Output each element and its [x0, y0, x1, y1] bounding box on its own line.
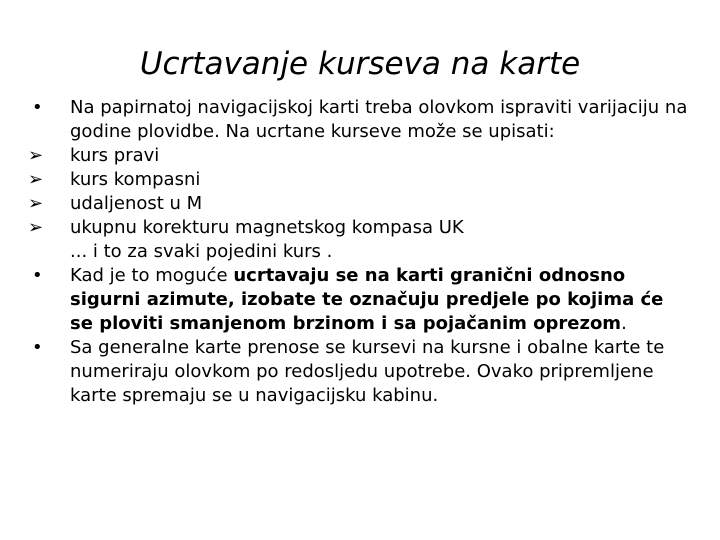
- bullet-text-1: Na papirnatoj navigacijskoj karti treba olovkom ispraviti varijaciju na godine plovidbe. Na ucrtane kurseve može se upisati:: [70, 97, 688, 142]
- bullet-text-2-bold: ucrtavaju se na karti granični odnosno sigurni azimute, izobate te označuju predjele po kojima će se ploviti smanjenom brzinom i sa pojačanim oprezom: [70, 265, 664, 334]
- bullet-icon: •: [32, 97, 43, 118]
- slide-title: Ucrtavanje kurseva na karte: [139, 46, 581, 82]
- sub-item-text-4: ukupnu korekturu magnetskog kompasa UK: [70, 217, 464, 238]
- bullet-icon: •: [32, 265, 43, 286]
- sub-item-3: [30, 192, 690, 216]
- slide-body: [30, 96, 690, 408]
- sub-item-text-2: kurs kompasni: [70, 169, 201, 190]
- sub-item-text-3: udaljenost u M: [70, 193, 203, 214]
- arrow-bullet-icon: ➢: [28, 169, 44, 190]
- arrow-bullet-icon: ➢: [28, 145, 44, 166]
- arrow-bullet-icon: ➢: [28, 217, 44, 238]
- bullet-icon: •: [32, 337, 43, 358]
- sub-item-4: [30, 216, 690, 240]
- bullet-item-2: [30, 264, 690, 336]
- bullet-item-3: [30, 336, 690, 408]
- sub-item-2: [30, 168, 690, 192]
- bullet-text-2-prefix: Kad je to moguće: [70, 265, 234, 286]
- bullet-item-1: [30, 96, 690, 144]
- bullet-text-3: Sa generalne karte prenose se kursevi na kursne i obalne karte te numeriraju olovkom po redosljedu upotrebe. Ovako pripremljene karte spremaju se u navigacijsku kabinu.: [70, 337, 665, 406]
- sub-item-text-1: kurs pravi: [70, 145, 160, 166]
- continuation-text: ... i to za svaki pojedini kurs .: [70, 241, 333, 262]
- arrow-bullet-icon: ➢: [28, 193, 44, 214]
- bullet-text-2-suffix: .: [621, 313, 627, 334]
- sub-item-1: [30, 144, 690, 168]
